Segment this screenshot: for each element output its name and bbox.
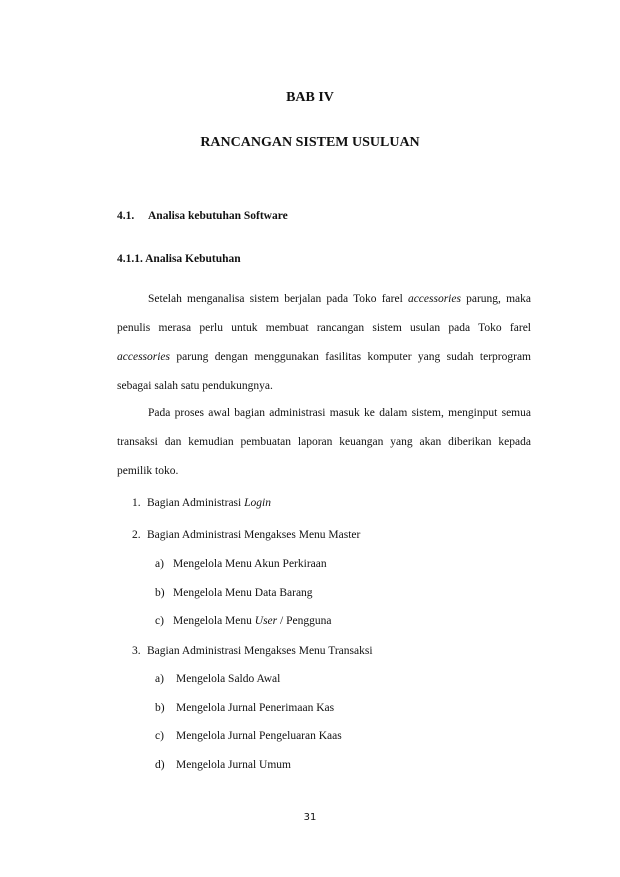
list-marker: 2. [132, 529, 141, 541]
list-item-text: / Pengguna [277, 615, 332, 627]
sub-item-3d [155, 759, 291, 771]
list-item-text: Mengelola Saldo Awal [176, 673, 281, 685]
list-item-text: Mengelola Menu [173, 615, 255, 627]
list-item-3 [132, 645, 373, 657]
list-item-text: Mengelola Menu Data Barang [173, 587, 313, 599]
paragraph-text: parung dengan menggunakan fasilitas komputer yang sudah terprogram sebagai salah satu pendukungnya. [117, 351, 531, 392]
list-marker: b) [155, 702, 165, 714]
list-item-text: Mengelola Jurnal Umum [176, 759, 291, 771]
list-item-text: Bagian Administrasi [147, 497, 245, 509]
list-item-text: Mengelola Jurnal Penerimaan Kas [176, 702, 335, 714]
list-marker: 1. [132, 497, 141, 509]
list-item-text: Bagian Administrasi Mengakses Menu Master [147, 529, 361, 541]
list-marker: 3. [132, 645, 141, 657]
list-marker: d) [155, 759, 165, 771]
paragraph-process: Pada proses awal bagian administrasi masuk ke dalam sistem, menginput semua transaksi dan kemudian pembuatan laporan keuangan yang akan diberikan kepada pemilik toko. [117, 407, 531, 477]
list-item-text: Bagian Administrasi Mengakses Menu Transaksi [147, 645, 373, 657]
section-number: 4.1. [117, 210, 135, 222]
sub-item-2c [155, 615, 331, 627]
list-item-text: Mengelola Jurnal Pengeluaran Kaas [176, 730, 342, 742]
section-title: Analisa kebutuhan Software [148, 210, 288, 222]
italic-term: Login [244, 497, 271, 509]
chapter-title: RANCANGAN SISTEM USULUAN [200, 135, 420, 150]
sub-item-2a [155, 558, 327, 570]
italic-term: User [254, 615, 278, 627]
italic-term: accessories [117, 351, 171, 363]
list-marker: a) [155, 673, 164, 685]
list-item-2 [132, 529, 360, 541]
list-marker: c) [155, 615, 164, 627]
subsection-heading-4-1-1: 4.1.1. Analisa Kebutuhan [117, 253, 241, 265]
list-item-text: Mengelola Menu Akun Perkiraan [173, 558, 327, 570]
italic-term: accessories [407, 293, 461, 305]
sub-item-2b [155, 587, 313, 599]
sub-item-3c [155, 730, 342, 742]
paragraph-text: Setelah menganalisa sistem berjalan pada Toko farel [148, 293, 408, 305]
list-marker: a) [155, 558, 164, 570]
sub-item-3b [155, 702, 334, 714]
list-marker: b) [155, 587, 165, 599]
paragraph-text: parung, maka penulis merasa perlu untuk membuat rancangan sistem usulan pada Toko farel [117, 293, 531, 334]
paragraph-analysis [117, 285, 531, 401]
list-item-1 [132, 497, 271, 509]
chapter-label: BAB IV [286, 90, 334, 105]
section-heading-4-1 [117, 210, 288, 222]
sub-item-3a [155, 673, 280, 685]
list-marker: c) [155, 730, 164, 742]
page-number: 31 [303, 812, 317, 823]
